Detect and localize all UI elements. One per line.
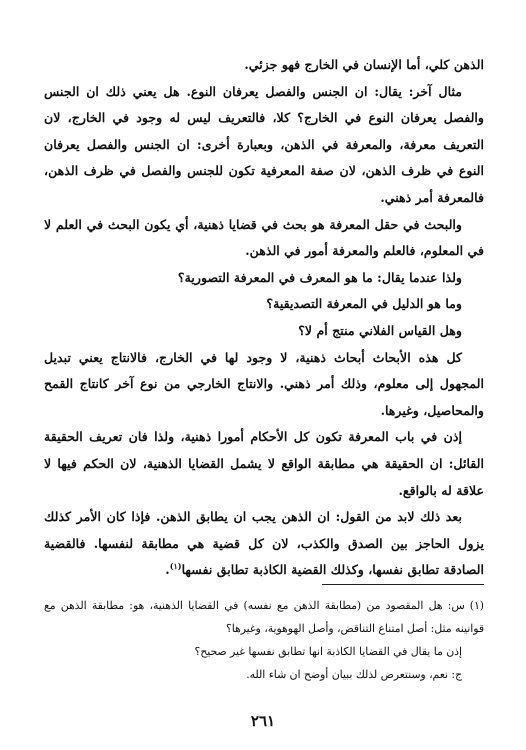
paragraph-6-end: . bbox=[165, 562, 170, 578]
paragraph-3: والبحث في حقل المعرفة هو بحث في قضايا ذهنية، أي يكون البحث في العلم لا في المعلوم، فالعلم والمعرفة أمور في الذهن. bbox=[44, 216, 484, 259]
question-line-2: وما هو الدليل في المعرفة التصديقية؟ bbox=[266, 296, 462, 312]
paragraph-6-text: بعد ذلك لابد من القول: ان الذهن يجب ان يطابق الذهن. فإذا كان الأمر كذلك يزول الحاجز بين الصدق والكذب، لان كل قضية هي مطابقة لنفسها. فالقضية الصادقة تطابق نفسها، وكذلك القضية الكاذبة تطابق نفسها bbox=[44, 509, 484, 578]
footnote-1: (١) س: هل المقصود من (مطابقة الذهن مع نفسه) في القضايا الذهنية، هو: مطابقة الذهن مع قوانينه مثل: أصل امتناع التناقض، وأصل الهوهوية، وغيرها؟ bbox=[44, 599, 484, 635]
footnote-separator bbox=[322, 584, 484, 585]
paragraph-5: إذن في باب المعرفة تكون كل الأحكام أمورا ذهنية، ولذا فان تعريف الحقيقة القائل: ان الحقيقة هي مطابقة الواقع لا يشمل القضايا الذهنية، لان الحكم فيها لا علاقة له بالواقع. bbox=[44, 429, 484, 498]
paragraph-2: مثال آخر: يقال: ان الجنس والفصل يعرفان النوع. هل يعني ذلك ان الجنس والفصل يعرفان النوع في الخارج؟ كلا، فالتعريف ليس له وجود في الخارج، لان التعريف معرفة، والمعرفة في الذهن، وبعبارة أخرى: ان الجنس والفصل يعرفان النوع في ظرف الذهن، لان صفة المعرفية تكون للجنس والفصل في ظرف الذهن، فالمعرفة أمر ذهني. bbox=[44, 83, 484, 205]
footnote-reference[interactable]: (١) bbox=[169, 561, 182, 572]
paragraph-4: كل هذه الأبحاث أبحاث ذهنية، لا وجود لها في الخارج، فالانتاج يعني تبديل المجهول إلى معلوم، وذلك أمر ذهني. والانتاج الخارجي من نوع آخر كانتاج القمح والمحاصيل، وغيرها. bbox=[44, 349, 484, 418]
paragraph-1: الذهن كلي، أما الإنسان في الخارج فهو جزئي. bbox=[244, 57, 484, 72]
footnote-1-answer: ج: نعم، وسنتعرض لذلك ببيان أوضح ان شاء الله. bbox=[246, 668, 462, 681]
page-number: ٢٦١ bbox=[250, 712, 276, 730]
question-line-1: ولذا عندما يقال: ما هو المعرف في المعرفة التصورية؟ bbox=[177, 269, 462, 285]
footnote-1-question: إذن ما يقال في القضايا الكاذبة انها تطابق نفسها غير صحيح؟ bbox=[194, 645, 462, 658]
main-text bbox=[44, 52, 484, 584]
question-line-3: وهل القياس الفلاني منتج أم لا؟ bbox=[298, 322, 462, 338]
paragraph-6 bbox=[44, 504, 484, 584]
footnotes bbox=[44, 594, 484, 686]
